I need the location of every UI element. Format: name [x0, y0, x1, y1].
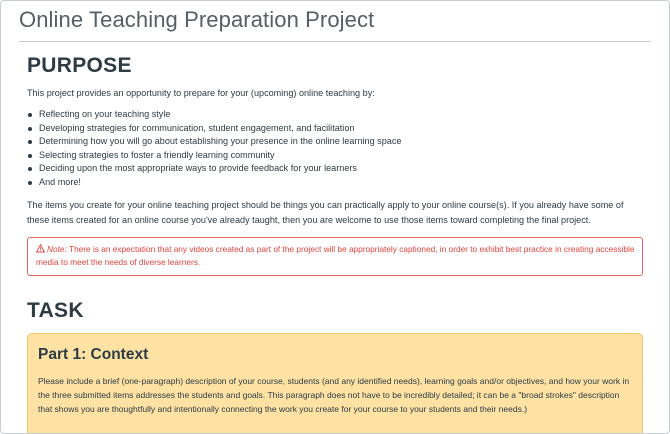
task-heading: TASK [27, 298, 84, 322]
part1-title: Part 1: Context [38, 345, 149, 363]
list-item: Deciding upon the most appropriate ways to provide feedback for your learners [27, 162, 643, 176]
note-text: There is an expectation that any videos created as part of the project will be appropriately captioned, in order to exhibit best practice in creating accessible media to meet the needs of diverse learners. [36, 243, 635, 267]
title-divider [19, 41, 651, 42]
items-paragraph: The items you create for your online teaching project should be things you can practically apply to your online course(s). If you already have some of these items created for an online course you've already taught, then you are welcome to use those items toward completing the final project. [27, 199, 624, 225]
part1-callout [27, 333, 643, 434]
list-item: Selecting strategies to foster a friendly learning community [27, 149, 643, 163]
page-title: Online Teaching Preparation Project [19, 7, 375, 32]
list-item: And more! [27, 176, 643, 190]
note-callout [27, 237, 643, 276]
note-label: Note: [47, 243, 67, 254]
list-item: Developing strategies for communication, student engagement, and facilitation [27, 122, 643, 136]
purpose-intro: This project provides an opportunity to prepare for your (upcoming) online teaching by: [27, 88, 375, 98]
page-content [27, 53, 643, 434]
list-item: Determining how you will go about establishing your presence in the online learning space [27, 135, 643, 149]
warning-icon [36, 244, 45, 253]
purpose-heading: PURPOSE [27, 54, 132, 77]
list-item: Reflecting on your teaching style [27, 108, 643, 122]
purpose-list [27, 108, 643, 190]
part1-body: Please include a brief (one-paragraph) description of your course, students (and any identified needs), learning goals and/or objectives, and how your work in the three submitted items addresses the students and goals. This paragraph does not have to be incredibly detailed; it can be a "broad strokes" description that shows you are thoughtfully and intentionally connecting the work you create for your course to your students and their needs.) [38, 375, 630, 415]
